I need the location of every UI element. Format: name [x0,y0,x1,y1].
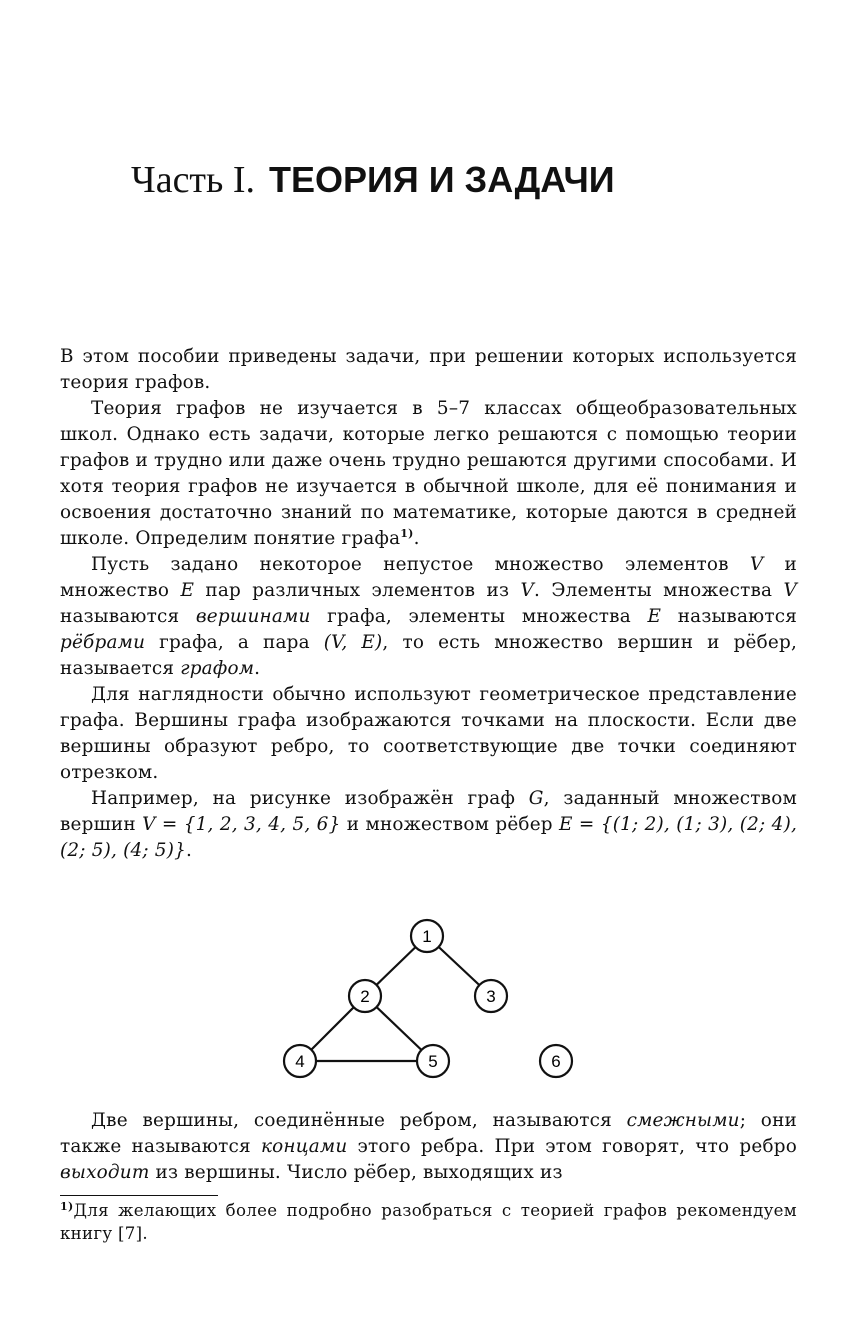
term-ends: концами [260,1136,348,1157]
chapter-title: ТЕОРИЯ И ЗАДАЧИ [269,159,615,200]
math-edge-set: E = {(1; 2), (1; 3), (2; 4), (2; 5), (4; 5)} [60,814,797,861]
paragraph-geometric: Для наглядности обычно используют геометрическое представление графа. Вершины графа изображаются точками на плоскости. Если две вершины образуют ребро, то соответствующие две точки соединяют отрезком. [60,684,797,783]
graph-edges [300,936,491,1061]
term-graph: графом [180,658,255,679]
vertex-2 [349,980,381,1012]
math-var: V [783,580,798,601]
math-var: V [749,554,764,575]
text: и множество [60,554,797,601]
vertex-3 [475,980,507,1012]
graph-vertices [284,920,572,1077]
vertex-label: 2 [360,987,370,1006]
footnote-reference[interactable]: 1) [400,527,414,540]
text: . Элементы множества [534,580,784,601]
term-edges: рёбрами [60,632,146,653]
term-outgoing: выходит [60,1162,150,1183]
punctuation: . [413,528,420,549]
vertex-label: 6 [551,1052,561,1071]
text: из вершины. Число рёбер, выходящих из [149,1162,563,1183]
punctuation: . [185,840,193,861]
footnote [60,1199,797,1245]
paragraph-text: Теория графов не изучается в 5–7 классах общеобразовательных школ. Однако есть задачи, которые легко решаются с помощью теории графов и трудно или даже очень трудно решаются другими способами. И хотя теория графов не изучается в обычной школе, для её понимания и освоения достаточно знаний по математике, которые даются в средней школе. Определим понятие графа [60,398,797,549]
text: называются [661,606,797,627]
graph-figure [270,912,590,1087]
text: графа, элементы множества [310,606,648,627]
main-text-continued [60,1108,797,1186]
main-text [60,344,797,864]
vertex-label: 4 [295,1052,305,1071]
vertex-5 [417,1045,449,1077]
paragraph-adjacent [60,1108,797,1186]
math-vertex-set: V = {1, 2, 3, 4, 5, 6} [142,814,341,835]
paragraph-definition [60,552,797,682]
footnote-text: Для желающих более подробно разобраться с теорией графов рекомендуем книгу [7]. [60,1201,797,1243]
math-var: E [180,580,195,601]
math-var: V [520,580,535,601]
text: Пусть задано некоторое непустое множество элементов [91,554,750,575]
text: ; они также называются [60,1110,797,1157]
paragraph-intro: В этом пособии приведены задачи, при решении которых используется теория графов. [60,346,797,393]
text: и множеством рёбер [340,814,560,835]
text: Например, на рисунке изображён граф [91,788,529,809]
punctuation: . [254,658,261,679]
text: графа, а пара [145,632,324,653]
text: Две вершины, соединённые ребром, называются [91,1110,627,1131]
text: , то есть множество вершин и рёбер, называется [60,632,798,679]
vertex-6 [540,1045,572,1077]
footnote-mark: 1) [60,1200,74,1213]
vertex-label: 3 [486,987,496,1006]
term-vertices: вершинами [195,606,311,627]
vertex-1 [411,920,443,952]
vertex-label: 1 [422,927,432,946]
footnote-divider [60,1195,218,1196]
paragraph-example [60,786,797,864]
math-pair: (V, E) [323,632,383,653]
vertex-label: 5 [428,1052,438,1071]
chapter-heading [131,158,615,203]
vertex-4 [284,1045,316,1077]
text: этого ребра. При этом говорят, что ребро [347,1136,797,1157]
text: называются [60,606,196,627]
math-var: E [647,606,662,627]
text: , заданный множеством вершин [60,788,797,835]
chapter-part-label: Часть I. [131,159,256,201]
paragraph-graph-theory [60,396,797,552]
term-adjacent: смежными [626,1110,740,1131]
text: пар различных элементов из [194,580,521,601]
math-var: G [528,788,544,809]
